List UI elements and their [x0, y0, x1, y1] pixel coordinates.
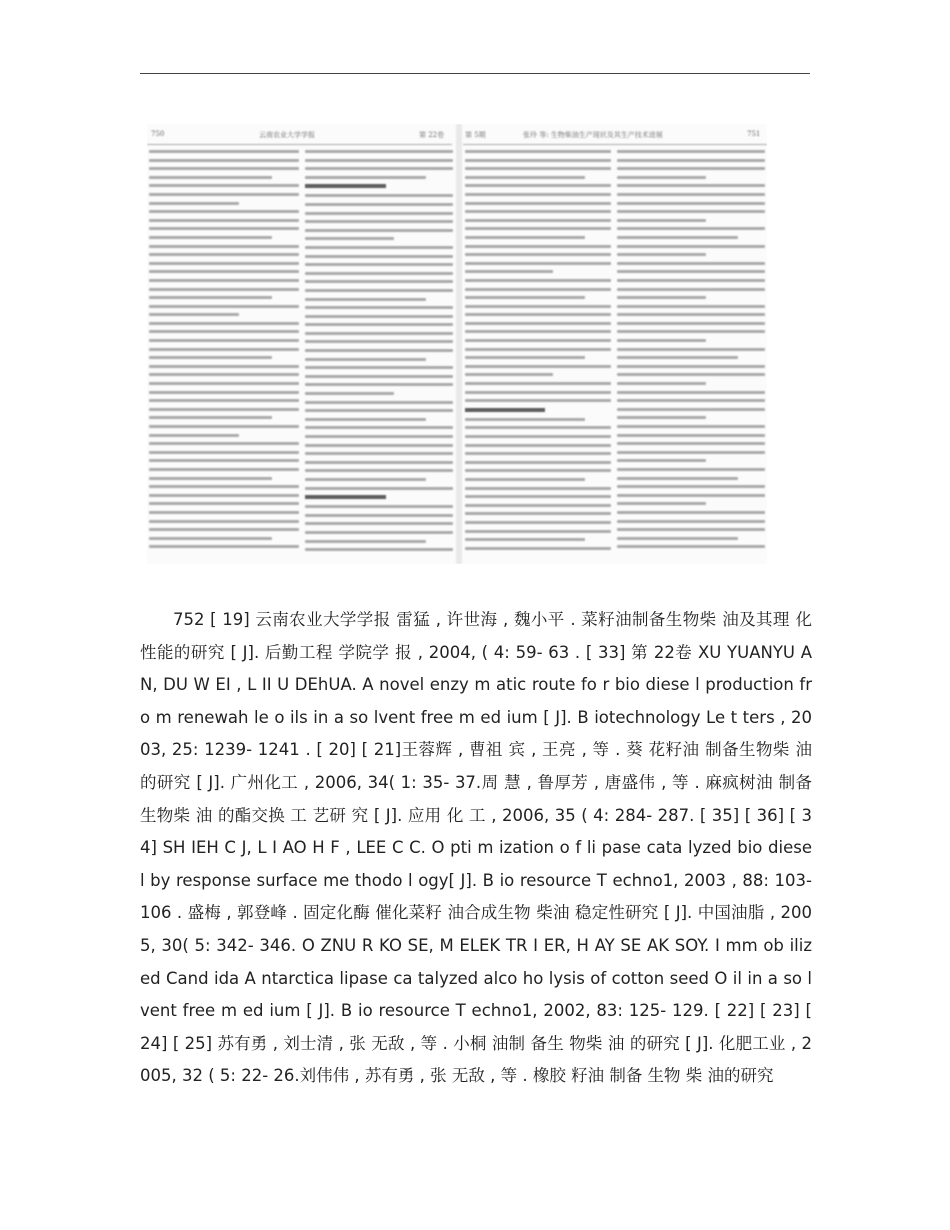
scan-text-line — [305, 298, 426, 301]
scan-text-line — [149, 425, 299, 428]
scan-text-line — [149, 373, 299, 376]
scan-text-line — [149, 416, 272, 419]
scan-text-line — [305, 229, 453, 232]
scan-text-line — [617, 399, 765, 402]
scan-text-line — [465, 530, 611, 533]
scan-text-line — [617, 262, 765, 265]
scan-text-line — [149, 339, 299, 342]
scan-text-line — [617, 511, 765, 514]
scan-text-line — [617, 408, 765, 411]
extracted-body-text: 752 [ 19] 云南农业大学学报 雷猛 , 许世海 , 魏小平 . 菜籽油制备生物柴 油及其理 化性能的研究 [ J]. 后勤工程 学院学 报 , 2004, ( 4: 59- 63 . [ 33] 第 22卷 XU YUANYU AN, DU W EI , L II U DEhUA. A novel enzy m atic route fo r bio diese l production fro m renewah le o ils in a so lvent free m ed ium [ J]. B iotechnology Le t ters , 2003, 25: 1239- 1241 . [ 20] [ 21]王蓉辉 , 曹祖 宾 , 王亮 , 等 . 葵 花籽油 制备生物柴 油 的研究 [ J]. 广州化工 , 2006, 34( 1: 35- 37.周 慧 , 鲁厚芳 , 唐盛伟 , 等 . 麻疯树油 制备生物柴 油 的酯交换 工 艺研 究 [ J]. 应用 化 工 , 2006, 35 ( 4: 284- 287. [ 35] [ 36] [ 34] SH IEH C J, L I AO H F , LEE C C. O pti m ization o f li pase cata lyzed bio diese l by response surface me thodo l ogy[ J]. B io resource T echno1, 2003 , 88: 103- 106 . 盛梅 , 郭登峰 . 固定化酶 催化菜籽 油合成生物 柴油 稳定性研究 [ J]. 中国油脂 , 2005, 30( 5: 342- 346. O ZNU R KO SE, M ELEK TR I ER, H AY SE AK SOY. I mm ob ilized Cand ida A ntarctica lipase ca talyzed alco ho lysis of cotton seed O il in a so lvent free m ed ium [ J]. B io resource T echno1, 2002, 83: 125- 129. [ 22] [ 23] [ 24] [ 25] 苏有勇 , 刘士清 , 张 无敌 , 等 . 小桐 油制 备生 物柴 油 的研究 [ J]. 化肥工业 , 2005, 32 ( 5: 22- 26.刘伟伟 , 苏有勇 , 张 无敌 , 等 . 橡胶 籽油 制备 生物 柴 油的研究 — [140, 610, 812, 1086]
scan-text-line — [149, 227, 299, 230]
scan-text-line — [305, 306, 453, 309]
scan-text-line — [149, 330, 299, 333]
scan-text-line — [149, 184, 299, 187]
scan-text-line — [617, 202, 765, 205]
scan-text-line — [305, 375, 453, 378]
scan-right-header-rule — [463, 144, 767, 145]
scan-text-line — [149, 451, 299, 454]
scan-text-line — [465, 504, 611, 507]
scan-text-line — [617, 425, 765, 428]
scan-text-line — [617, 434, 765, 437]
scan-text-line — [617, 253, 706, 256]
scan-text-line — [465, 418, 585, 421]
scan-text-line — [305, 452, 453, 455]
scan-text-line — [149, 270, 299, 273]
scan-text-line — [305, 220, 453, 223]
scan-text-line — [617, 219, 706, 222]
scan-text-line — [617, 528, 765, 531]
scan-text-line — [305, 203, 453, 206]
scan-text-line — [305, 435, 453, 438]
scan-text-line — [305, 272, 453, 275]
scan-text-line — [149, 150, 299, 153]
scan-text-line — [465, 245, 611, 248]
scan-text-line — [465, 426, 611, 429]
scan-text-line — [149, 296, 272, 299]
scan-text-line — [149, 537, 272, 540]
scan-text-line — [465, 521, 611, 524]
scan-text-line — [617, 245, 765, 248]
scan-text-line — [465, 167, 611, 170]
scan-column-3 — [465, 150, 611, 558]
scan-text-line — [465, 356, 585, 359]
scan-text-line — [305, 184, 386, 188]
scan-column-1 — [149, 150, 299, 558]
scan-text-line — [617, 356, 738, 359]
scan-left-header-rule — [147, 144, 452, 145]
scan-text-line — [149, 408, 299, 411]
scan-text-line — [465, 487, 611, 490]
scan-text-line — [617, 442, 765, 445]
scan-text-line — [149, 356, 272, 359]
scan-text-line — [465, 159, 611, 162]
scan-text-line — [305, 237, 394, 240]
scan-text-line — [465, 399, 611, 402]
scan-text-line — [149, 365, 299, 368]
scan-text-line — [305, 383, 453, 386]
scan-left-page-number: 750 — [151, 130, 165, 138]
scan-text-line — [305, 469, 453, 472]
scan-text-line — [305, 392, 394, 395]
scan-text-line — [617, 416, 706, 419]
scan-text-line — [149, 219, 299, 222]
scan-text-line — [465, 365, 611, 368]
scan-left-journal-name: 云南农业大学学报 — [259, 131, 315, 139]
scan-text-line — [149, 477, 272, 480]
scan-right-page-number: 751 — [747, 130, 761, 138]
scan-text-line — [149, 262, 299, 265]
scan-text-line — [305, 522, 453, 525]
scan-text-line — [617, 477, 738, 480]
scan-text-line — [617, 305, 765, 308]
scan-text-line — [465, 262, 611, 265]
scanned-page-image — [147, 124, 767, 564]
scan-text-line — [617, 468, 765, 471]
scan-text-line — [149, 305, 299, 308]
scan-text-line — [465, 461, 611, 464]
scan-text-line — [305, 340, 453, 343]
scan-text-line — [617, 348, 765, 351]
scan-column-4 — [617, 150, 765, 558]
scan-text-line — [305, 150, 453, 153]
scan-text-line — [305, 176, 426, 179]
scan-text-line — [617, 459, 706, 462]
scan-text-line — [305, 323, 453, 326]
scan-text-line — [149, 545, 299, 548]
scan-text-line — [465, 288, 611, 291]
scan-text-line — [149, 382, 299, 385]
scan-text-line — [149, 485, 299, 488]
scan-text-line — [465, 435, 611, 438]
scan-text-line — [465, 236, 585, 239]
scan-text-line — [305, 487, 453, 490]
scan-text-line — [617, 339, 706, 342]
scan-text-line — [149, 313, 239, 316]
scan-text-line — [305, 280, 453, 283]
scan-text-line — [149, 511, 299, 514]
scan-text-line — [465, 495, 611, 498]
scan-text-line — [465, 373, 553, 376]
scan-text-line — [617, 494, 765, 497]
scan-text-line — [465, 253, 611, 256]
scan-text-line — [617, 485, 765, 488]
scan-text-line — [465, 270, 553, 273]
scan-text-line — [465, 391, 611, 394]
scan-text-line — [465, 176, 585, 179]
scan-text-line — [617, 537, 738, 540]
scan-text-line — [149, 348, 299, 351]
scan-text-line — [149, 193, 299, 196]
scan-text-line — [149, 520, 299, 523]
scan-text-line — [465, 469, 611, 472]
scan-text-line — [305, 444, 453, 447]
scan-text-line — [305, 332, 453, 335]
scan-text-line — [305, 418, 426, 421]
scan-text-line — [617, 167, 765, 170]
scan-text-line — [305, 212, 453, 215]
scan-text-line — [465, 408, 545, 412]
scan-text-line — [305, 358, 426, 361]
scan-text-line — [305, 315, 453, 318]
scan-text-line — [465, 305, 611, 308]
scan-text-line — [617, 193, 765, 196]
scan-text-line — [149, 322, 299, 325]
scan-text-line — [305, 426, 453, 429]
scan-text-line — [305, 495, 386, 499]
scan-text-line — [149, 167, 299, 170]
scan-text-line — [149, 502, 299, 505]
scan-text-line — [305, 159, 453, 162]
scan-text-line — [617, 279, 765, 282]
scan-text-line — [305, 246, 453, 249]
scan-text-line — [305, 167, 453, 170]
scan-text-line — [617, 236, 738, 239]
scan-text-line — [465, 538, 585, 541]
scan-text-line — [465, 202, 611, 205]
scan-text-line — [149, 528, 299, 531]
scan-text-line — [617, 451, 765, 454]
scan-text-line — [149, 434, 239, 437]
scan-text-line — [305, 289, 453, 292]
scan-text-line — [465, 313, 611, 316]
top-rule — [140, 73, 810, 74]
scan-text-line — [617, 227, 765, 230]
scan-text-line — [617, 322, 765, 325]
scan-text-line — [465, 330, 611, 333]
scan-text-line — [305, 514, 453, 517]
scan-text-line — [149, 253, 299, 256]
scan-text-line — [465, 296, 585, 299]
scan-text-line — [465, 193, 611, 196]
scan-text-line — [617, 365, 765, 368]
scan-text-line — [149, 391, 299, 394]
scan-text-line — [617, 159, 765, 162]
scan-text-line — [149, 236, 272, 239]
scan-text-line — [617, 288, 765, 291]
scan-text-line — [465, 478, 585, 481]
scan-gutter — [456, 124, 462, 564]
scan-text-line — [617, 313, 765, 316]
scan-text-line — [149, 245, 299, 248]
scan-text-line — [617, 184, 765, 187]
scan-text-line — [465, 322, 611, 325]
scan-text-line — [149, 202, 239, 205]
scan-text-line — [465, 348, 611, 351]
scan-text-line — [305, 478, 426, 481]
scan-text-line — [617, 330, 765, 333]
scan-text-line — [305, 194, 453, 197]
scan-text-line — [149, 468, 299, 471]
scan-text-line — [617, 502, 706, 505]
scan-text-line — [617, 373, 765, 376]
scan-text-line — [617, 150, 765, 153]
scan-column-2 — [305, 150, 453, 558]
scan-text-line — [465, 150, 611, 153]
scan-text-line — [617, 382, 706, 385]
scan-text-line — [149, 279, 299, 282]
scan-text-line — [465, 227, 611, 230]
scan-text-line — [305, 366, 453, 369]
scan-text-line — [465, 444, 611, 447]
scan-text-line — [149, 442, 299, 445]
scan-text-line — [305, 540, 426, 543]
scan-text-line — [617, 391, 765, 394]
scan-text-line — [305, 401, 453, 404]
scan-text-line — [305, 255, 453, 258]
scan-text-line — [465, 382, 611, 385]
scan-text-line — [149, 459, 299, 462]
scan-right-article-title: 张玲 等: 生物柴油生产现状及其生产技术进展 — [523, 131, 663, 139]
scan-text-line — [149, 176, 272, 179]
scan-text-line — [149, 159, 299, 162]
scan-text-line — [617, 520, 765, 523]
scan-text-line — [305, 548, 453, 551]
scan-text-line — [305, 505, 453, 508]
scan-right-issue: 第 5期 — [465, 131, 486, 139]
scan-text-line — [465, 219, 611, 222]
scan-text-line — [305, 263, 453, 266]
scan-text-line — [149, 288, 299, 291]
scan-text-line — [617, 176, 706, 179]
scan-text-line — [617, 296, 706, 299]
scan-left-volume: 第 22卷 — [419, 131, 445, 139]
scan-text-line — [617, 270, 765, 273]
scan-text-line — [465, 339, 611, 342]
scan-text-line — [305, 461, 453, 464]
scan-text-line — [465, 184, 611, 187]
scan-text-line — [617, 545, 765, 548]
scan-text-line — [465, 547, 611, 550]
scan-text-line — [305, 349, 453, 352]
scan-text-line — [465, 279, 611, 282]
scan-text-line — [465, 210, 611, 213]
scan-text-line — [149, 210, 299, 213]
scan-text-line — [465, 452, 611, 455]
scan-text-line — [305, 409, 453, 412]
scan-text-line — [305, 531, 453, 534]
scan-text-line — [465, 512, 611, 515]
scan-text-line — [149, 399, 299, 402]
scan-text-line — [149, 494, 299, 497]
scan-text-line — [617, 210, 765, 213]
